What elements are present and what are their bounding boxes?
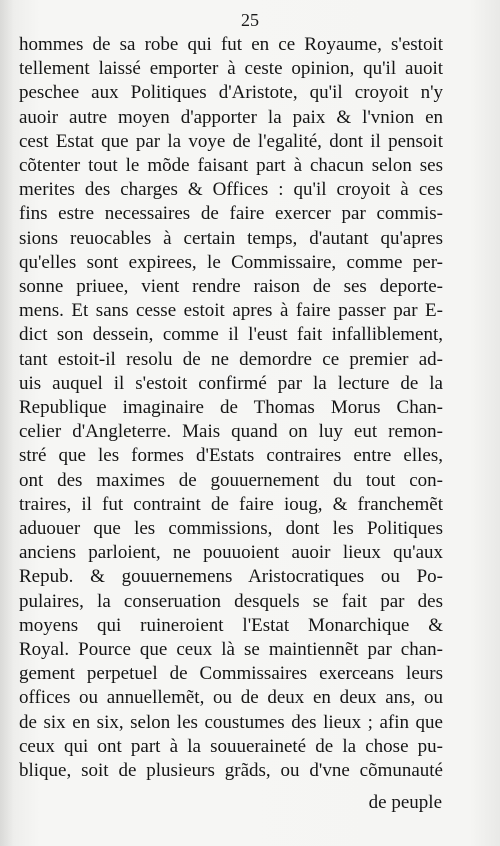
text-line: stré que les formes d'Estats contraires entre elles, [19, 445, 443, 467]
text-line: cõtenter tout le mõde faisant part à chacun selon ses [19, 155, 443, 177]
text-line: mens. Et sans cesse estoit apres à faire passer par E- [19, 300, 443, 322]
page-number: 25 [241, 10, 259, 30]
text-line: gement perpetuel de Commissaires exerceans leurs [19, 663, 443, 685]
text-line: cest Estat que par la voye de l'egalité, dont il pensoit [19, 130, 443, 152]
text-line: fins estre necessaires de faire exercer par commis- [19, 203, 443, 225]
text-line: sonne priuee, vient rendre raison de ses deporte- [19, 276, 443, 298]
text-line: Republique imaginaire de Thomas Morus Chan- [19, 397, 443, 419]
text-line: celier d'Angleterre. Mais quand on luy eut remon- [19, 421, 443, 443]
catchword: de peuple [368, 792, 442, 813]
text-line: ont des maximes de gouuernement du tout con- [19, 469, 443, 491]
text-line: peschee aux Politiques d'Aristote, qu'il croyoit n'y [19, 82, 443, 104]
text-line: Repub. & gouuernemens Aristocratiques ou Po- [19, 566, 443, 588]
text-line: auoir autre moyen d'apporter la paix & l'vnion en [19, 106, 443, 128]
text-line: hommes de sa robe qui fut en ce Royaume, s'estoit [19, 34, 443, 55]
text-line: traires, il fut contraint de faire ioug, & franchemẽt [19, 493, 443, 515]
text-line: de six en six, selon les coustumes des lieux ; afin que [19, 711, 443, 733]
text-line: anciens parloient, ne pouuoient auoir lieux qu'aux [19, 542, 443, 564]
text-line: dict son dessein, comme il l'eust fait infalliblement, [19, 324, 443, 346]
text-line: qu'elles sont expirees, le Commissaire, comme per- [19, 251, 443, 273]
text-line: pulaires, la conseruation desquels se fait par des [19, 590, 443, 612]
text-line: ceux qui ont part à la souueraineté de la chose pu- [19, 735, 443, 757]
text-line: offices ou annuellemẽt, ou de deux en deux ans, ou [19, 687, 443, 709]
text-line: moyens qui ruineroient l'Estat Monarchique & [19, 614, 443, 636]
text-line: tellement laissé emporter à ceste opinion, qu'il auoit [19, 58, 443, 80]
body-text [19, 33, 443, 783]
text-line: merites des charges & Offices : qu'il croyoit à ces [19, 179, 443, 201]
text-line: blique, soit de plusieurs grãds, ou d'vne cõmunauté [19, 760, 443, 782]
text-line: uis auquel il s'estoit confirmé par la lecture de la [19, 372, 443, 394]
text-line: sions reuocables à certain temps, d'autant qu'apres [19, 227, 443, 249]
text-line: tant estoit-il resolu de ne demordre ce premier ad- [19, 348, 443, 370]
text-line: Royal. Pource que ceux là se maintiennẽt par chan- [19, 639, 443, 661]
text-line: aduouer que les commissions, dont les Politiques [19, 518, 443, 540]
